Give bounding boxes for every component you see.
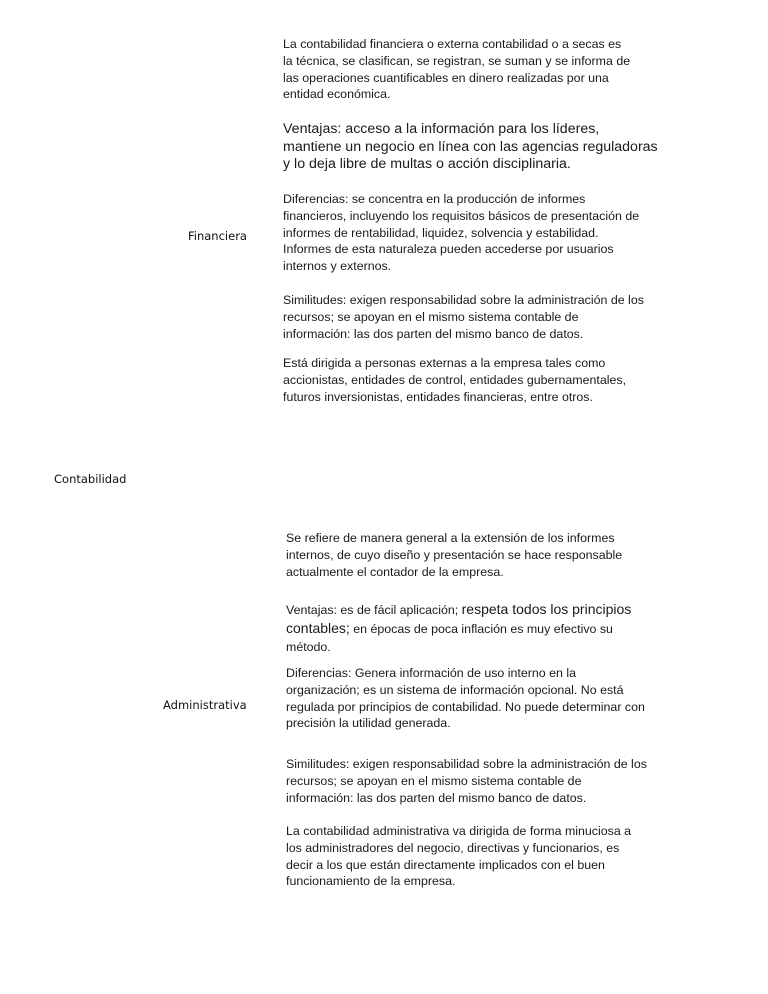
financiera-similitudes: Similitudes: exigen responsabilidad sobre la administración de los recursos; se apoyan en el mismo sistema contable de información: las dos parten del mismo banco de datos. — [283, 293, 644, 341]
administrativa-ventajas-part1: Ventajas: es de fácil aplicación; — [286, 603, 462, 617]
administrativa-ventajas-part2: respeta todos los principios contables; — [286, 601, 632, 636]
financiera-dirigida: Está dirigida a personas externas a la empresa tales como accionistas, entidades de control, entidades gubernamentales, futuros inversionistas, entidades financieras, entre otros. — [283, 356, 627, 404]
financiera-definition: La contabilidad financiera o externa contabilidad o a secas es la técnica, se clasifican, se registran, se suman y se informa de las operaciones cuantificables en dinero realizadas por una entidad económica. — [283, 37, 631, 102]
administrativa-ventajas — [286, 600, 631, 656]
administrativa-similitudes: Similitudes: exigen responsabilidad sobre la administración de los recursos; se apoyan en el mismo sistema contable de información: las dos parten del mismo banco de datos. — [286, 757, 647, 805]
branch-label-administrativa: Administrativa — [163, 698, 247, 712]
administrativa-ventajas-part3: en épocas de poca inflación es muy efectivo su método. — [286, 622, 613, 654]
financiera-diferencias: Diferencias: se concentra en la producción de informes financieros, incluyendo los requisitos básicos de presentación de informes de rentabilidad, liquidez, solvencia y estabilidad. Informes de esta naturaleza pueden accederse por usuarios internos y externos. — [283, 192, 640, 274]
branch-label-financiera: Financiera — [188, 229, 247, 243]
administrativa-definition: Se refiere de manera general a la extensión de los informes internos, de cuyo diseño y presentación se hace responsable actualmente el contador de la empresa. — [286, 531, 623, 579]
financiera-ventajas: Ventajas: acceso a la información para los líderes, mantiene un negocio en línea con las agencias reguladoras y lo deja libre de multas o acción disciplinaria. — [283, 121, 658, 172]
administrativa-dirigida: La contabilidad administrativa va dirigida de forma minuciosa a los administradores del negocio, directivas y funcionarios, es decir a los que están directamente implicados con el buen funcionamiento de la empresa. — [286, 824, 632, 889]
root-label: Contabilidad — [54, 472, 127, 486]
administrativa-diferencias: Diferencias: Genera información de uso interno en la organización; es un sistema de información opcional. No está regulada por principios de contabilidad. No puede determinar con precisión la utilidad generada. — [286, 666, 645, 731]
